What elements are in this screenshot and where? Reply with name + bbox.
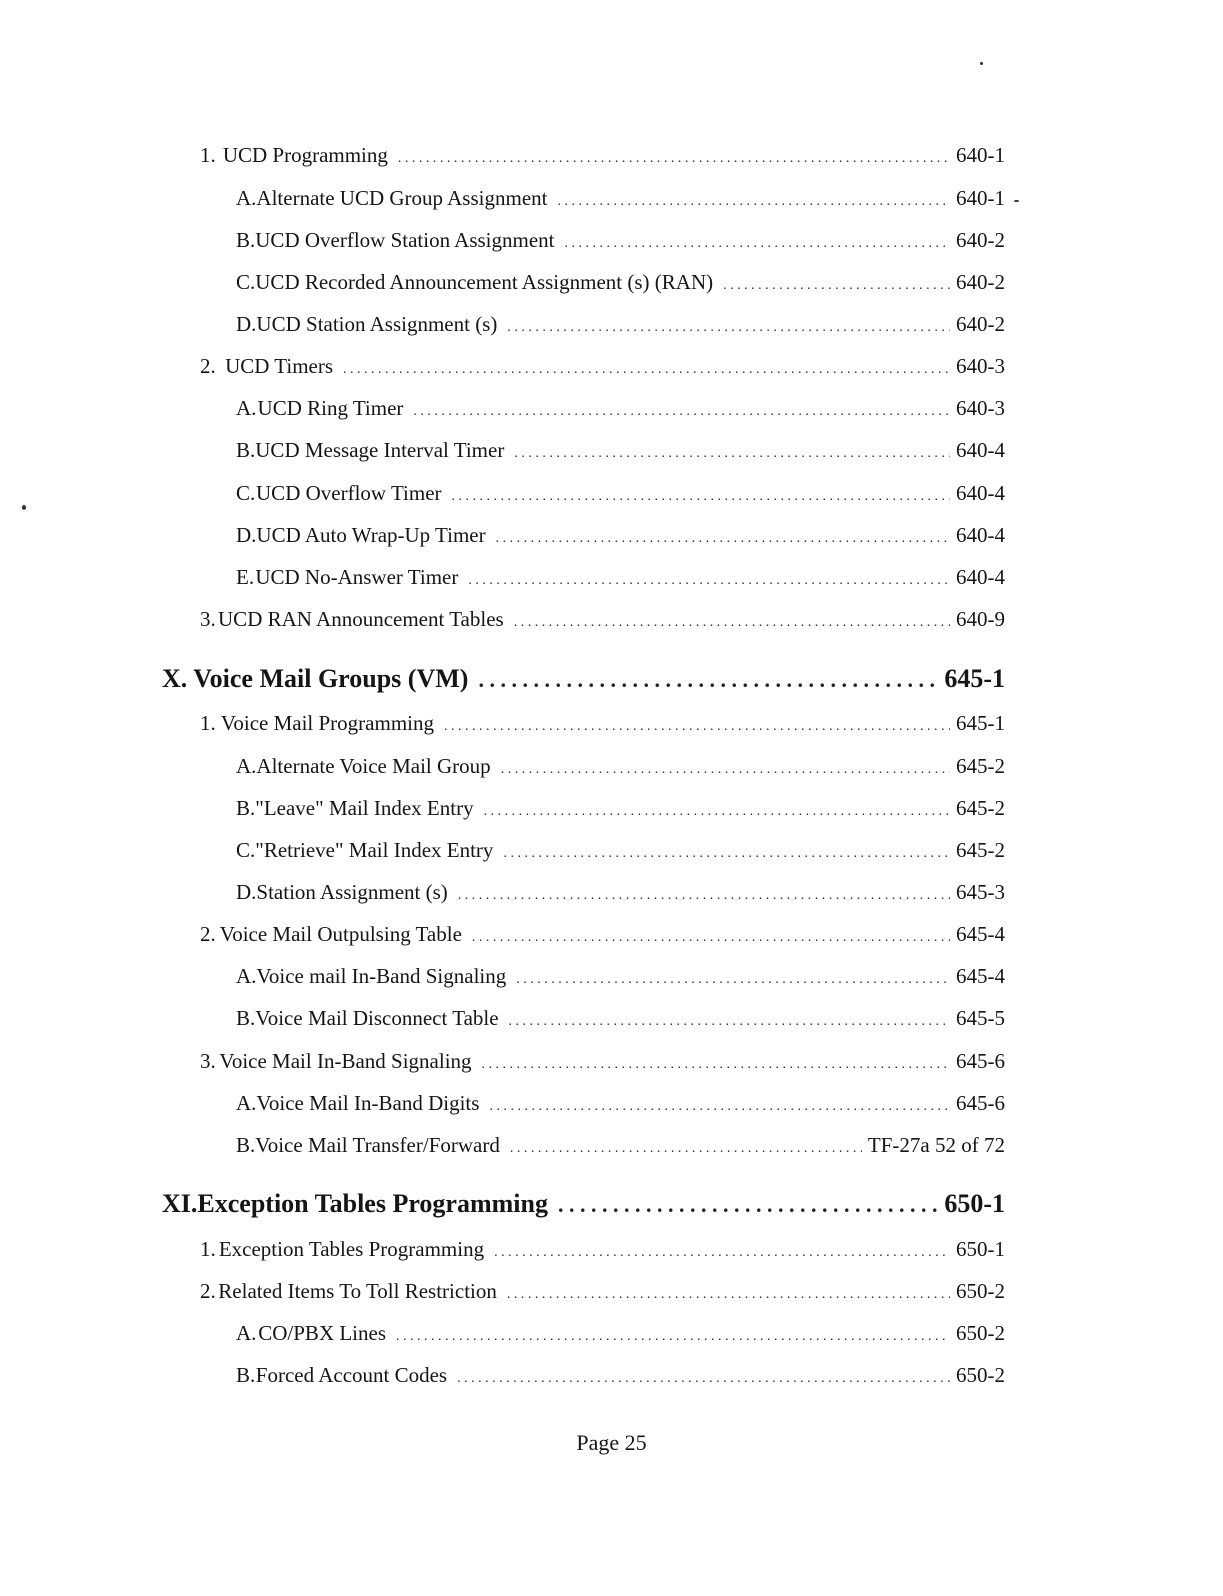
toc-entry[interactable] [236,481,1005,506]
dot-leader [482,1049,950,1074]
toc-entry[interactable] [200,607,1005,632]
entry-title: Voice Mail Transfer/Forward [255,1133,500,1157]
entry-number: C. [236,270,256,294]
toc-entry[interactable] [236,312,1005,337]
entry-page: 645-4 [956,922,1005,946]
toc-entry[interactable] [236,523,1005,548]
entry-number: A. [236,964,257,988]
entry-number: B. [236,1133,256,1157]
entry-number: 3. [200,607,216,631]
entry-title: Voice Mail In-Band Digits [256,1091,480,1115]
entry-number: D. [236,523,257,547]
dot-leader [509,1006,950,1031]
entry-page: 640-4 [956,565,1005,589]
toc-entry[interactable] [236,880,1005,905]
dot-leader [413,396,950,421]
entry-number: B. [236,228,256,252]
entry-title: CO/PBX Lines [258,1321,387,1345]
section-number: X. [162,664,188,693]
dot-leader [516,964,950,989]
dot-leader [514,607,950,632]
entry-title: Forced Account Codes [255,1363,448,1387]
entry-page: 640-4 [956,523,1005,547]
toc-entry[interactable] [236,754,1005,779]
dot-leader [398,143,950,168]
entry-number: C. [236,481,256,505]
scan-speck [1014,200,1019,202]
dot-leader [507,312,950,337]
toc-entry[interactable] [236,228,1005,253]
entry-page: 645-2 [956,754,1005,778]
entry-page: 650-2 [956,1363,1005,1387]
entry-title: "Leave" Mail Index Entry [255,796,474,820]
entry-page: 640-2 [956,312,1005,336]
toc-entry[interactable] [200,711,1005,736]
entry-page: 640-9 [956,607,1005,631]
dot-leader [723,270,950,295]
section-number: XI. [162,1189,198,1218]
dot-leader [343,354,950,379]
entry-number: 2. [200,922,216,946]
dot-leader [494,1237,950,1262]
toc-entry[interactable] [200,1279,1005,1304]
entry-title: UCD Message Interval Timer [255,438,505,462]
entry-title: "Retrieve" Mail Index Entry [255,838,494,862]
section-heading-x[interactable] [162,664,1005,694]
entry-title: Alternate UCD Group Assignment [256,186,548,210]
toc-entry[interactable] [200,922,1005,947]
entry-number: E. [236,565,255,589]
dot-leader [457,1363,950,1388]
entry-page: 645-4 [956,964,1005,988]
dot-leader [557,186,950,211]
entry-page: 640-2 [956,228,1005,252]
toc-entry[interactable] [236,796,1005,821]
toc-entry[interactable] [236,1133,1005,1158]
entry-title: Voice Mail Programming [220,711,434,735]
entry-number: B. [236,796,256,820]
entry-title: UCD RAN Announcement Tables [218,607,504,631]
entry-title: Voice Mail In-Band Signaling [219,1049,472,1073]
entry-page: 645-5 [956,1006,1005,1030]
entry-title: UCD Overflow Station Assignment [255,228,555,252]
toc-entry[interactable] [236,1321,1005,1346]
dot-leader [478,664,938,694]
entry-number: 3. [200,1049,216,1073]
entry-number: A. [236,186,257,210]
dot-leader [444,711,950,736]
entry-page: 645-6 [956,1091,1005,1115]
entry-number: A. [236,754,257,778]
entry-number: B. [236,438,256,462]
toc-entry[interactable] [236,438,1005,463]
dot-leader [396,1321,950,1346]
entry-title: UCD No-Answer Timer [255,565,459,589]
entry-number: D. [236,312,257,336]
dot-leader [510,1133,862,1158]
entry-title: UCD Programming [222,143,388,167]
entry-page: 640-4 [956,438,1005,462]
entry-page: 650-2 [956,1279,1005,1303]
entry-number: B. [236,1006,256,1030]
entry-page: TF-27a 52 of 72 [867,1133,1005,1157]
entry-page: 640-4 [956,481,1005,505]
entry-number: 2. [200,354,216,378]
dot-leader [472,922,950,947]
entry-number: A. [236,1321,257,1345]
entry-page: 645-6 [956,1049,1005,1073]
toc-entry[interactable] [200,143,1005,168]
entry-title: UCD Auto Wrap-Up Timer [256,523,486,547]
scan-speck [980,62,983,65]
section-page: 645-1 [944,664,1005,693]
toc-entry[interactable] [236,964,1005,989]
entry-page: 645-3 [956,880,1005,904]
entry-page: 645-2 [956,796,1005,820]
dot-leader [507,1279,950,1304]
entry-title: Related Items To Toll Restriction [218,1279,497,1303]
scan-speck [22,505,26,510]
section-heading-xi[interactable] [162,1189,1005,1219]
toc-entry[interactable] [200,1237,1005,1262]
entry-page: 650-1 [956,1237,1005,1261]
toc-entry[interactable] [200,1049,1005,1074]
entry-title: UCD Station Assignment (s) [256,312,498,336]
section-page: 650-1 [944,1189,1005,1218]
entry-page: 640-2 [956,270,1005,294]
toc-entry[interactable] [236,1006,1005,1031]
dot-leader [468,565,950,590]
dot-leader [489,1091,950,1116]
dot-leader [496,523,950,548]
dot-leader [503,838,950,863]
entry-number: D. [236,880,257,904]
entry-title: UCD Timers [225,354,334,378]
dot-leader [514,438,950,463]
toc-entry[interactable] [236,396,1005,421]
entry-number: C. [236,838,256,862]
entry-page: 650-2 [956,1321,1005,1345]
toc-entry[interactable] [236,1363,1005,1388]
entry-title: UCD Recorded Announcement Assignment (s) (RAN) [255,270,714,294]
entry-page: 645-1 [956,711,1005,735]
toc-entry[interactable] [236,1091,1005,1116]
entry-page: 640-3 [956,354,1005,378]
entry-number: A. [236,396,257,420]
entry-page: 645-2 [956,838,1005,862]
entry-number: 1. [200,143,216,167]
entry-page: 640-3 [956,396,1005,420]
entry-title: Station Assignment (s) [256,880,448,904]
entry-number: A. [236,1091,257,1115]
dot-leader [484,796,950,821]
entry-number: 1. [200,1237,216,1261]
entry-title: Exception Tables Programming [218,1237,485,1261]
entry-number: B. [236,1363,256,1387]
entry-number: 1. [200,711,216,735]
dot-leader [558,1189,938,1219]
entry-title: Voice mail In-Band Signaling [256,964,507,988]
dot-leader [501,754,950,779]
entry-title: Voice Mail Disconnect Table [255,1006,499,1030]
entry-title: Alternate Voice Mail Group [256,754,491,778]
toc-entry[interactable] [200,354,1005,379]
section-title: Voice Mail Groups (VM) [193,664,469,693]
dot-leader [565,228,950,253]
section-title: Exception Tables Programming [197,1189,548,1218]
toc-entry[interactable] [236,838,1005,863]
entry-page: 640-1 [956,186,1005,210]
entry-page: 640-1 [956,143,1005,167]
entry-title: UCD Ring Timer [257,396,404,420]
entry-title: UCD Overflow Timer [256,481,442,505]
dot-leader [452,481,950,506]
dot-leader [458,880,950,905]
toc-entry[interactable] [236,565,1005,590]
entry-number: 2. [200,1279,216,1303]
toc-entry[interactable] [236,186,1005,211]
toc-entry[interactable] [236,270,1005,295]
page-number: Page 25 [576,1430,647,1455]
entry-title: Voice Mail Outpulsing Table [219,922,462,946]
